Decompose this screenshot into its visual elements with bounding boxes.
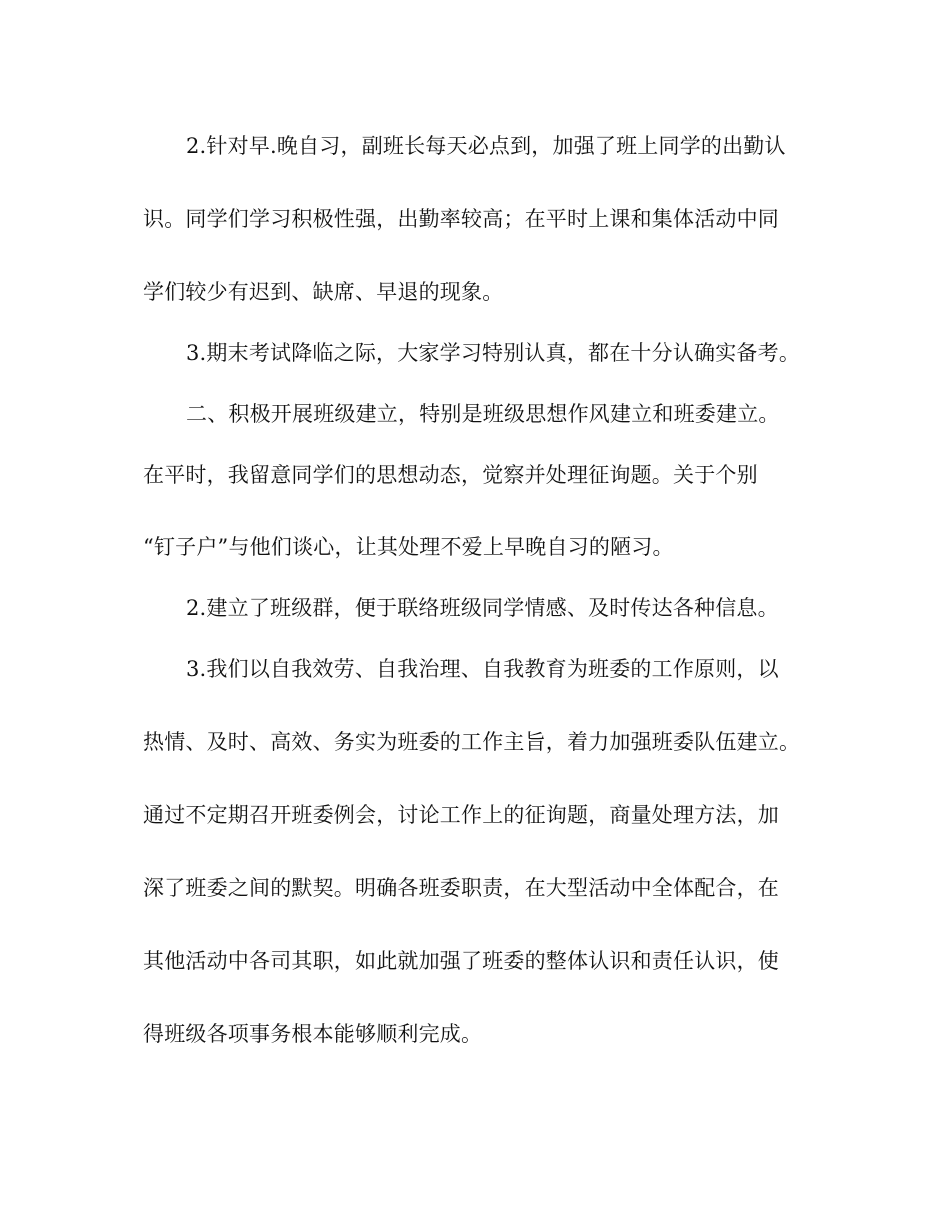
text-line-6: 在平时，我留意同学们的思想动态，觉察并处理征询题。关于个别 — [143, 463, 758, 487]
text-line-8: 2.建立了班级群，便于联络班级同学情感、及时传达各种信息。 — [186, 596, 779, 620]
text-line-3: 学们较少有迟到、缺席、早退的现象。 — [143, 280, 504, 304]
text-line-7: “钉子户”与他们谈心，让其处理不爱上早晚自习的陋习。 — [143, 535, 674, 559]
text-line-2: 识。同学们学习积极性强，出勤率较高；在平时上课和集体活动中同 — [143, 207, 779, 231]
text-line-9: 3.我们以自我效劳、自我治理、自我教育为班委的工作原则，以 — [186, 657, 779, 681]
text-line-12: 深了班委之间的默契。明确各班委职责，在大型活动中全体配合，在 — [143, 876, 779, 900]
text-line-5: 二、积极开展班级建立，特别是班级思想作风建立和班委建立。 — [186, 402, 780, 426]
text-line-11: 通过不定期召开班委例会，讨论工作上的征询题，商量处理方法，加 — [143, 803, 779, 827]
text-line-1: 2.针对早.晚自习，副班长每天必点到，加强了班上同学的出勤认 — [186, 134, 786, 158]
text-line-14: 得班级各项事务根本能够顺利完成。 — [143, 1022, 483, 1046]
text-line-10: 热情、及时、高效、务实为班委的工作主旨，着力加强班委队伍建立。 — [143, 730, 801, 754]
text-line-13: 其他活动中各司其职，如此就加强了班委的整体认识和责任认识，使 — [143, 949, 779, 973]
text-line-4: 3.期末考试降临之际，大家学习特别认真，都在十分认确实备考。 — [186, 341, 801, 365]
